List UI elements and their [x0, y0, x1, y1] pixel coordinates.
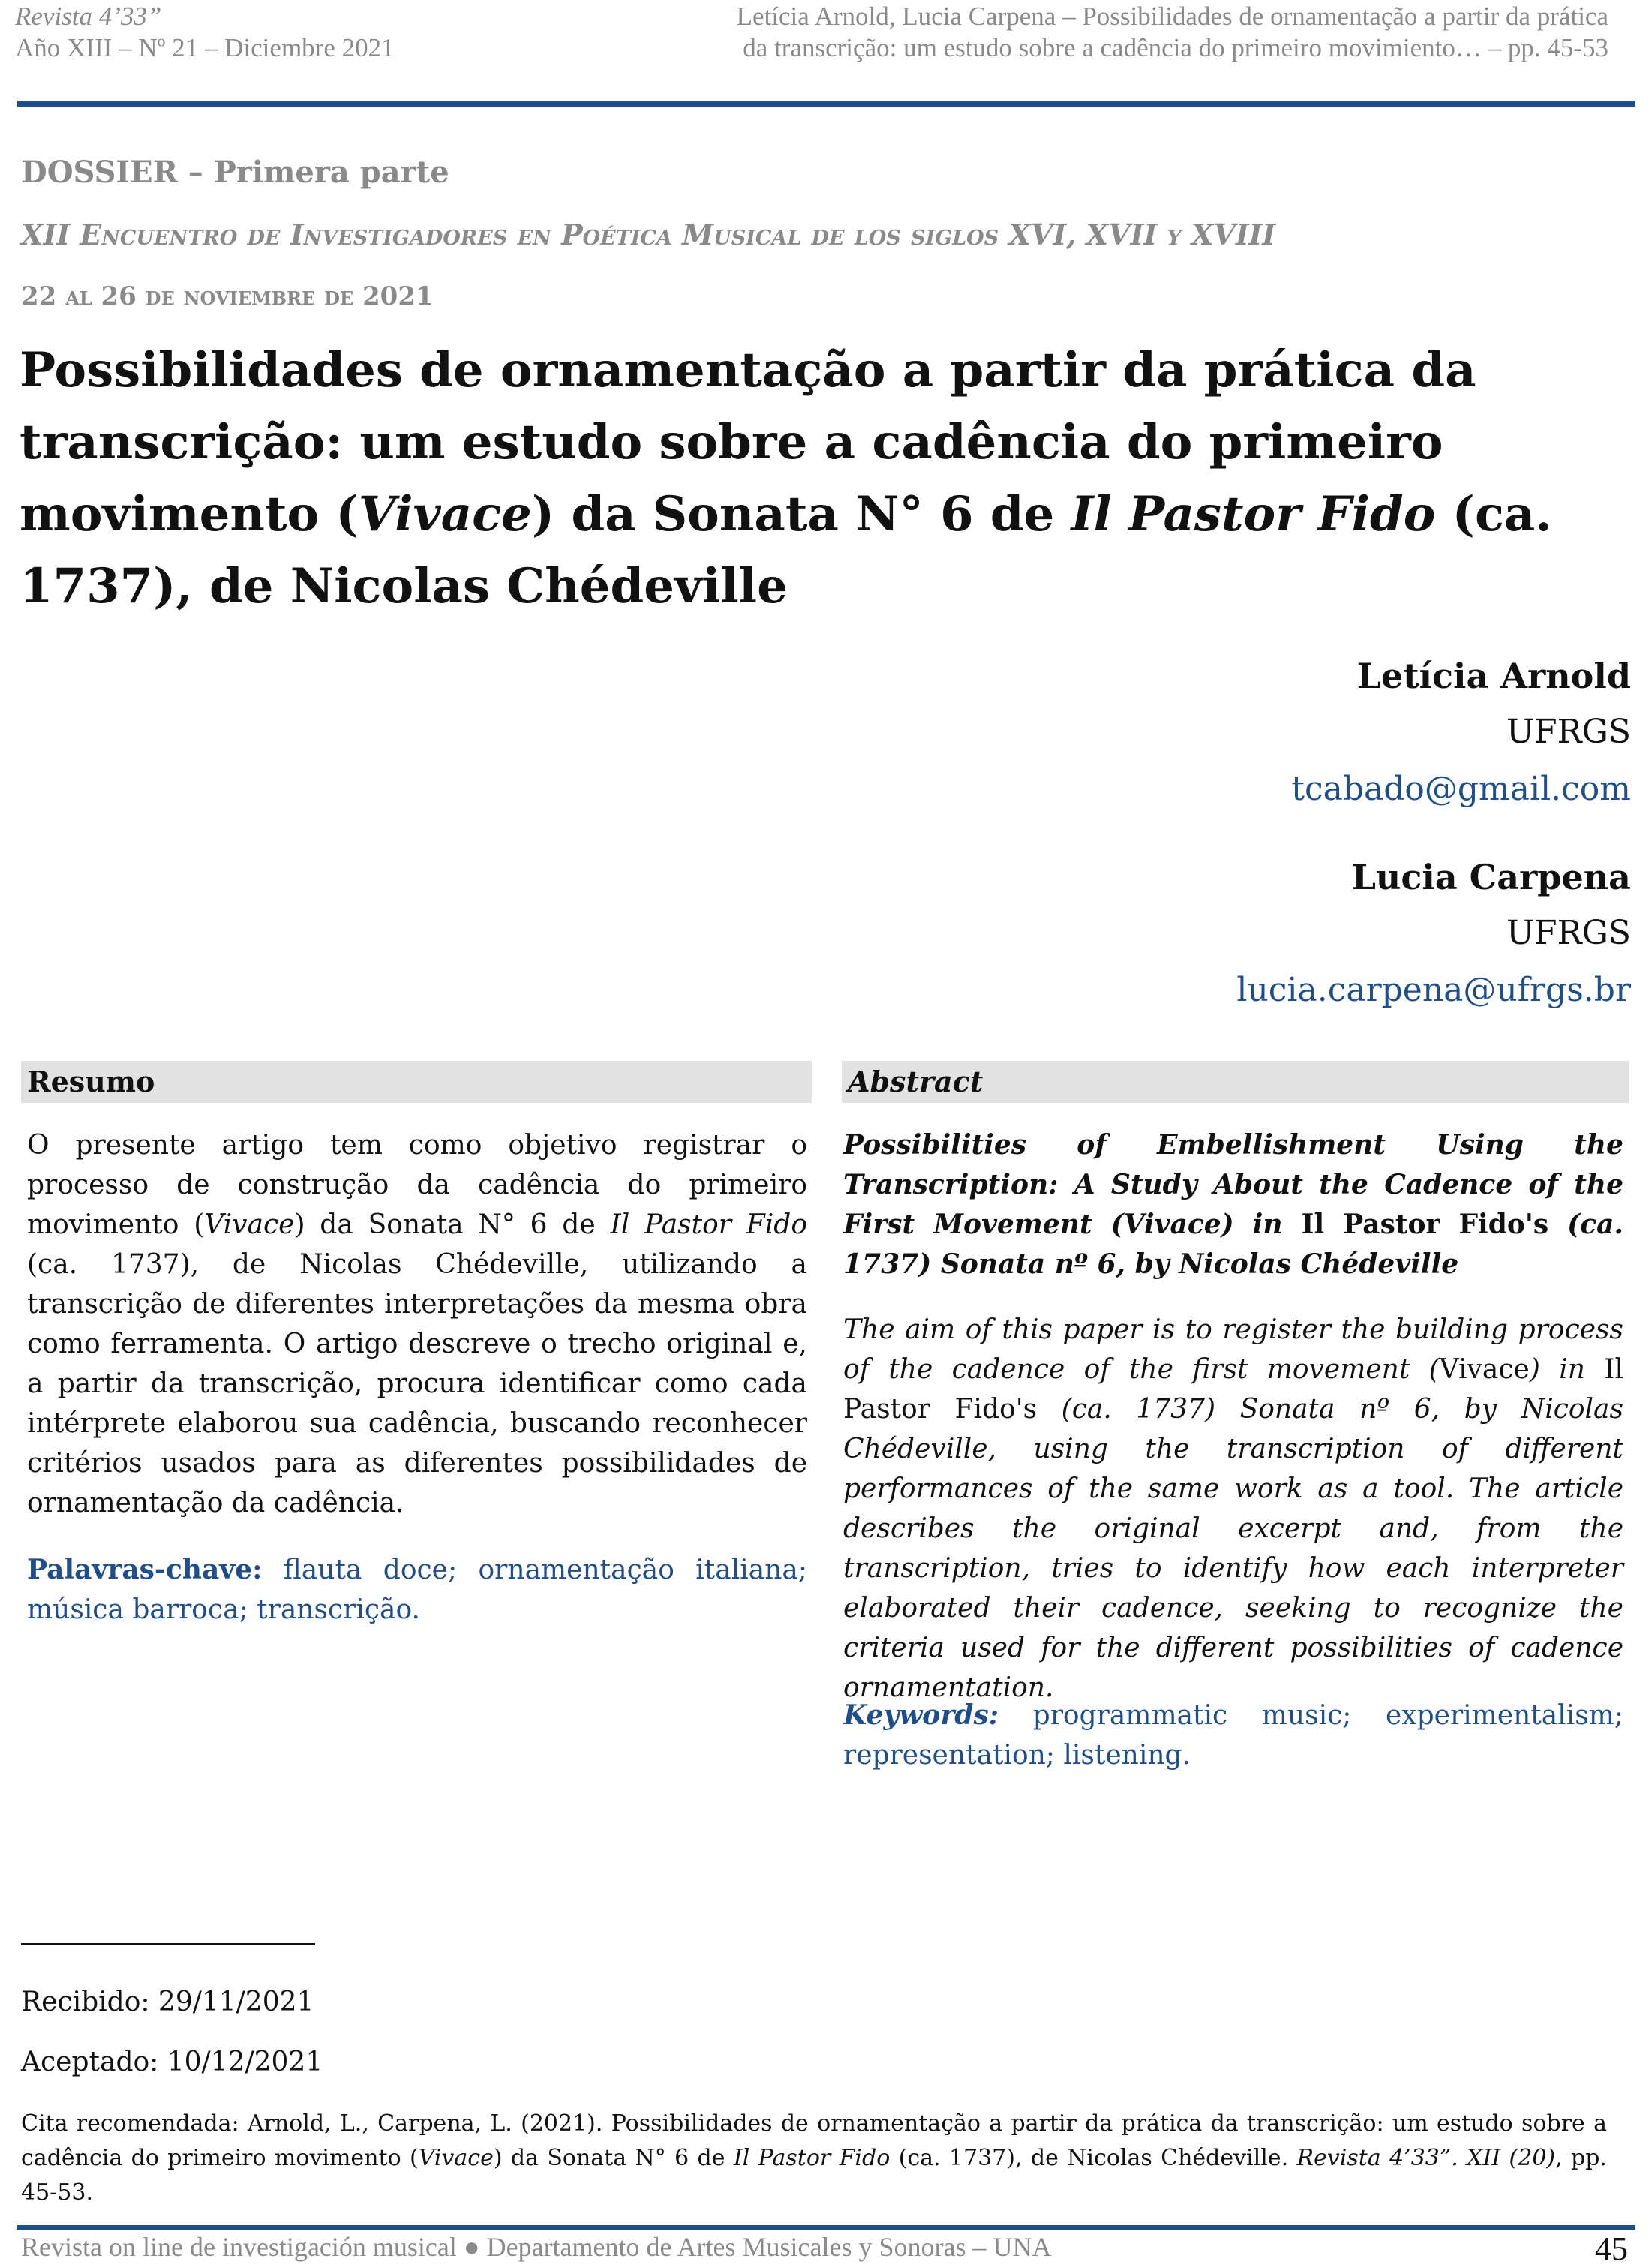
header-rule [17, 101, 1635, 107]
footer-text: Revista on line de investigación musical ● Departamento de Artes Musicales y Sonoras – UNA [21, 2232, 1052, 2262]
author-email-1[interactable]: tcabado@gmail.com [1291, 770, 1631, 808]
author-affiliation-1: UFRGS [1506, 713, 1631, 751]
article-title: Possibilidades de ornamentação a partir da prática da transcrição: um estudo sobre a cadência do primeiro movimento (Vivace) da Sonata N° 6 de Il Pastor Fido (ca. 1737), de Nicolas Chédeville [20, 342, 1552, 614]
dates-label: 22 al 26 de noviembre de 2021 [21, 281, 434, 311]
keywords-label: Palavras-chave: [27, 1554, 263, 1585]
footer-rule [17, 2225, 1635, 2230]
accepted-date: Aceptado: 10/12/2021 [21, 2047, 323, 2077]
abstract-heading: Abstract [842, 1061, 1629, 1103]
resumo-keywords: Palavras-chave: flauta doce; ornamentação italiana; música barroca; transcrição. [27, 1554, 807, 1625]
running-title-line1: Letícia Arnold, Lucia Carpena – Possibilidades de ornamentação a partir da prática [736, 2, 1608, 31]
running-title-line2: da transcrição: um estudo sobre a cadência do primeiro movimiento… – pp. 45-53 [743, 33, 1608, 62]
abstract-body: The aim of this paper is to register the building process of the cadence of the first movement (Vivace) in Il Pastor Fido's (ca. 1737) Sonata nº 6, by Nicolas Chédeville, using the transcription of different performances of the same work as a tool. The article describes the original excerpt and, from the transcription, tries to identify how each interpreter elaborated their cadence, seeking to recognize the criteria used for the different possibilities of cadence ornamentation. [843, 1314, 1623, 1703]
dossier-label: DOSSIER – Primera parte [21, 155, 449, 190]
page-number: 45 [1595, 2230, 1628, 2267]
abstract-keywords-label: Keywords: [843, 1699, 999, 1731]
resumo-heading: Resumo [21, 1061, 812, 1103]
author-name-1: Letícia Arnold [1356, 656, 1631, 696]
abstract-keywords: Keywords: programmatic music; experimentalism; representation; listening. [843, 1699, 1624, 1771]
recommended-citation: Cita recomendada: Arnold, L., Carpena, L. (2021). Possibilidades de ornamentação a partir da prática da transcrição: um estudo sobre a cadência do primeiro movimento (Vivace) da Sonata N° 6 de Il Pastor Fido (ca. 1737), de Nicolas Chédeville. Revista 4’33”. XII (20), pp. 45-53. [21, 2110, 1607, 2206]
journal-name: Revista 4’33” [15, 2, 162, 31]
author-affiliation-2: UFRGS [1506, 914, 1631, 952]
footnote-rule [21, 1943, 315, 1945]
author-email-2[interactable]: lucia.carpena@ufrgs.br [1236, 971, 1631, 1009]
received-date: Recibido: 29/11/2021 [21, 1987, 314, 2017]
encuentro-label: XII Encuentro de Investigadores en Poética Musical de los siglos XVI, XVII y XVIII [21, 218, 1276, 251]
resumo-body: O presente artigo tem como objetivo registrar o processo de construção da cadência do primeiro movimento (Vivace) da Sonata N° 6 de Il Pastor Fido (ca. 1737), de Nicolas Chédeville, utilizando a transcrição de diferentes interpretações da mesma obra como ferramenta. O artigo descreve o trecho original e, a partir da transcrição, procura identificar como cada intérprete elaborou sua cadência, buscando reconhecer critérios usados para as diferentes possibilidades de ornamentação da cadência. [27, 1130, 808, 1519]
abstract-title: Possibilities of Embellishment Using the Transcription: A Study About the Cadence of the First Movement (Vivace) in Il Pastor Fido's (ca. 1737) Sonata nº 6, by Nicolas Chédeville [843, 1129, 1623, 1280]
author-name-2: Lucia Carpena [1351, 857, 1631, 897]
journal-issue: Año XIII – Nº 21 – Diciembre 2021 [15, 33, 395, 62]
